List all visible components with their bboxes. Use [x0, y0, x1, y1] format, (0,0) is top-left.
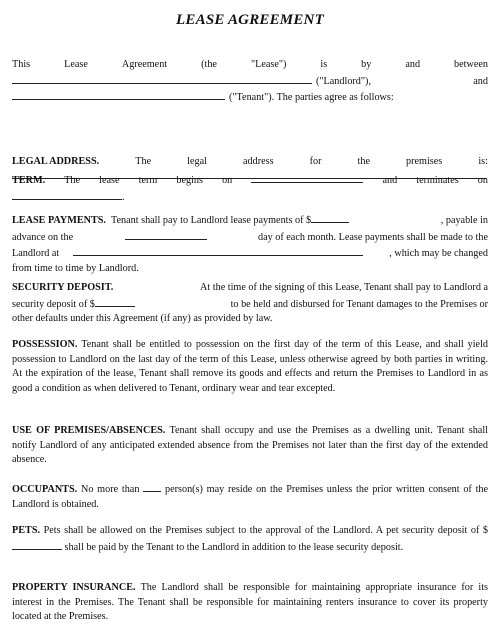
occupants-count-field[interactable] — [143, 481, 161, 492]
deposit-text: At the time of the signing of this Lease, Tenant shall pay to Landlord a — [200, 282, 488, 293]
payments-text: day of each month. Lease payments shall be made to the — [257, 231, 488, 243]
use-of-premises-section — [12, 424, 488, 468]
document-title: LEASE AGREEMENT — [176, 12, 324, 28]
payments-line-3 — [12, 245, 488, 262]
payments-text: Tenant shall pay to Landlord lease payments of $ — [110, 215, 312, 226]
deposit-line-3: other defaults under this Agreement (if any) as provided by law. — [12, 313, 273, 325]
payment-day-field[interactable] — [125, 229, 207, 240]
term-word: lease — [99, 175, 120, 186]
pets-text: Pets shall be allowed on the Premises subject to the approval of the Landlord. A pet security deposit of $ — [43, 525, 488, 536]
intro-word: Lease — [64, 59, 88, 70]
payments-line-4: from time to time by Landlord. — [12, 262, 139, 274]
legal-word: for — [309, 156, 322, 167]
term-section — [12, 172, 488, 205]
deposit-line-1 — [12, 281, 488, 296]
term-word: terminates — [416, 175, 459, 186]
pets-paragraph — [12, 524, 488, 555]
deposit-line-2 — [12, 296, 488, 313]
intro-line-1 — [12, 58, 488, 73]
payments-text: , payable in — [440, 215, 488, 226]
intro-word: by — [361, 59, 372, 70]
intro-word: is — [320, 59, 328, 70]
pets-heading: PETS. — [12, 525, 41, 536]
payments-text: , which may be changed — [389, 248, 488, 260]
intro-word: "Lease") — [250, 59, 287, 70]
possession-heading: POSSESSION. — [12, 339, 78, 350]
intro-word: and — [405, 59, 421, 70]
deposit-text: security deposit of $ — [12, 298, 95, 310]
term-line-2 — [12, 189, 488, 206]
property-insurance-section — [12, 581, 488, 625]
insurance-paragraph — [12, 581, 488, 625]
lease-payments-heading: LEASE PAYMENTS. — [12, 215, 106, 226]
intro-word: (the — [201, 59, 217, 70]
occupants-heading: OCCUPANTS. — [12, 484, 78, 495]
term-word: term — [138, 175, 158, 186]
occupants-text: person(s) may reside on the Premises unless the prior written consent of the Landlord is obtained. — [12, 484, 489, 510]
payments-line-2 — [12, 229, 488, 246]
possession-section — [12, 338, 488, 396]
legal-word: legal — [187, 156, 207, 167]
deposit-text: to be held and disbursed for Tenant damages to the Premises or — [230, 298, 488, 310]
term-end-period: . — [122, 191, 125, 203]
intro-line-3 — [12, 89, 488, 106]
term-line-1 — [12, 172, 488, 189]
legal-address-heading: LEGAL ADDRESS. — [12, 156, 100, 167]
security-deposit-heading: SECURITY DEPOSIT. — [12, 282, 114, 293]
term-end-field[interactable] — [12, 189, 122, 200]
intro-word: between — [454, 59, 488, 70]
payment-address-field[interactable] — [73, 245, 363, 256]
landlord-name-field[interactable] — [12, 73, 312, 84]
insurance-heading: PROPERTY INSURANCE. — [12, 582, 136, 593]
deposit-amount-field[interactable] — [95, 296, 135, 307]
pet-deposit-field[interactable] — [12, 539, 62, 550]
legal-address-line — [12, 155, 488, 170]
tenant-name-field[interactable] — [12, 89, 225, 100]
term-start-field[interactable] — [251, 172, 363, 183]
intro-section — [12, 58, 488, 106]
occupants-text: No more than — [80, 484, 140, 495]
term-word: on — [477, 175, 488, 186]
term-word: and — [382, 175, 398, 186]
legal-word: The — [135, 156, 152, 167]
legal-word: premises — [406, 156, 443, 167]
pets-section — [12, 524, 488, 555]
insurance-text: The Landlord shall be responsible for maintaining appropriate insurance for its interest in the Premises. The Tenant shall be responsible for maintaining renters insurance to cover its property located at the Premises. — [12, 582, 489, 623]
term-word: begins — [176, 175, 203, 186]
term-word: on — [222, 175, 233, 186]
legal-word: is: — [478, 156, 488, 167]
intro-and: and — [473, 75, 488, 87]
intro-word: This — [12, 59, 31, 70]
tenant-tag: ("Tenant"). The parties agree as follows: — [229, 92, 394, 104]
payments-line-1 — [12, 212, 488, 229]
term-heading: TERM. — [12, 175, 46, 186]
use-paragraph — [12, 424, 488, 468]
use-text: Tenant shall occupy and use the Premises as a dwelling unit. Tenant shall notify Landlord of any anticipated extended absence from the Premises not later than the first day of the extended absence. — [12, 425, 488, 466]
occupants-paragraph — [12, 481, 488, 512]
payment-amount-field[interactable] — [311, 212, 349, 223]
payments-text: Landlord at — [12, 248, 60, 260]
payments-text: advance on the — [12, 231, 74, 243]
possession-paragraph — [12, 338, 488, 396]
use-heading: USE OF PREMISES/ABSENCES. — [12, 425, 166, 436]
intro-word: Agreement — [121, 59, 168, 70]
security-deposit-section — [12, 281, 488, 327]
legal-word: the — [357, 156, 370, 167]
occupants-section — [12, 481, 488, 512]
term-word: The — [64, 175, 81, 186]
possession-text: Tenant shall be entitled to possession on the first day of the term of this Lease, and shall yield possession to Landlord on the last day of the term of this Lease, unless otherwise agreed by both parties in writing. At the expiration of the lease, Tenant shall remove its goods and effects and return the Premises to Landlord in as good a condition as when delivered to Tenant, ordinary wear and tear excepted. — [12, 339, 488, 394]
landlord-tag: ("Landlord"), — [316, 75, 371, 87]
lease-payments-section — [12, 212, 488, 276]
intro-line-2 — [12, 73, 488, 90]
legal-word: address — [243, 156, 274, 167]
pets-text: shall be paid by the Tenant to the Landlord in addition to the lease security deposit. — [64, 541, 404, 553]
